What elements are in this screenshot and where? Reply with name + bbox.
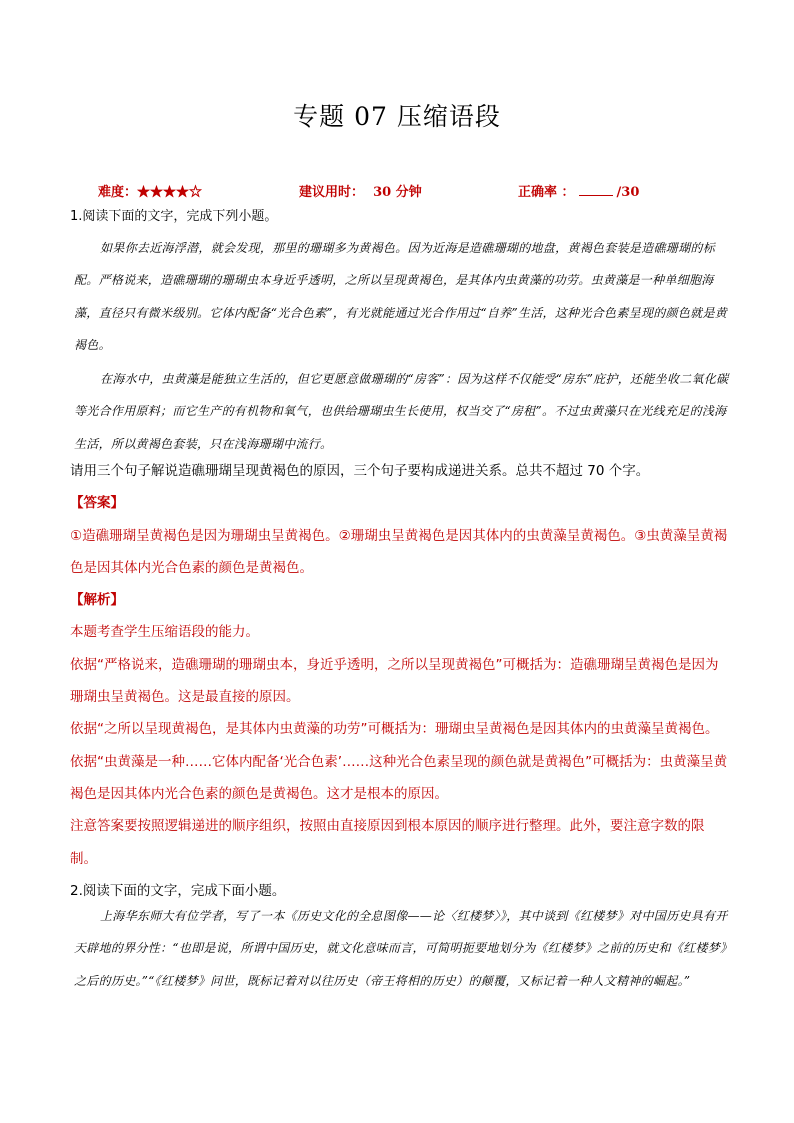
passage-paragraph: 在海水中，虫黄藻是能独立生活的，但它更愿意做珊瑚的“房客”：因为这样不仅能受“房东”庇护，还能坐收二氧化碳等光合作用原料；而它生产的有机物和氧气，也供给珊瑚虫生长使用，权当交了“房租”。不过虫黄藻只在光线充足的浅海生活，所以黄褐色套装，只在浅海珊瑚中流行。 (74, 372, 729, 451)
analysis-line: 依据“虫黄藻是一种……它体内配备‘光合色素’……这种光合色素呈现的颜色就是黄褐色”可概括为：虫黄藻呈黄褐色是因其体内光合色素的颜色是黄褐色。这才是根本的原因。 (70, 753, 728, 802)
answer-text: ①造礁珊瑚呈黄褐色是因为珊瑚虫呈黄褐色。②珊瑚虫呈黄褐色是因其体内的虫黄藻呈黄褐色。③虫黄藻呈黄褐色是因其体内光合色素的颜色是黄褐色。 (70, 527, 728, 576)
analysis-label: 【解析】 (70, 592, 124, 609)
question-2-heading: 2.阅读下面的文字，完成下面小题。 (70, 882, 286, 899)
accuracy-label: 正确率 ： (518, 185, 575, 200)
difficulty-label: 难度： (98, 185, 138, 200)
accuracy-blank (579, 183, 613, 196)
question-prompt: 请用三个句子解说造礁珊瑚呈现黄褐色的原因，三个句子要构成递进关系。总共不超过 70 个字。 (70, 463, 650, 479)
accuracy-value: /30 (616, 185, 640, 200)
answer-label: 【答案】 (70, 495, 124, 512)
accuracy-info (518, 181, 639, 200)
difficulty-info (98, 181, 202, 200)
analysis-line: 依据“之所以呈现黄褐色，是其体内虫黄藻的功劳”可概括为：珊瑚虫呈黄褐色是因其体内的虫黄藻呈黄褐色。 (70, 721, 719, 738)
time-value: 30 分钟 (373, 185, 422, 200)
passage-paragraph: 上海华东师大有位学者，写了一本《历史文化的全息图像——论〈红楼梦〉》，其中谈到《红楼梦》对中国历史具有开天辟地的界分性：“也即是说，所谓中国历史，就文化意味而言，可简明扼要地划分为《红楼梦》之前的历史和《红楼梦》之后的历史。”“《红楼梦》问世，既标记着对以往历史（帝王将相的历史）的颠覆，又标记着一种人文精神的崛起。” (74, 909, 733, 988)
analysis-line: 注意答案要按照逻辑递进的顺序组织，按照由直接原因到根本原因的顺序进行整理。此外，要注意字数的限制。 (70, 818, 705, 867)
question-1-heading: 1.阅读下面的文字，完成下列小题。 (70, 209, 278, 224)
page-title: 专题 07 压缩语段 (293, 102, 501, 131)
question-1-passage (74, 232, 734, 460)
question-1-body (70, 455, 730, 907)
analysis-line: 依据“严格说来，造礁珊瑚的珊瑚虫本，身近乎透明，之所以呈现黄褐色”可概括为：造礁珊瑚呈黄褐色是因为珊瑚虫呈黄褐色。这是最直接的原因。 (70, 656, 719, 706)
time-info (299, 181, 422, 200)
passage-paragraph: 如果你去近海浮潜，就会发现，那里的珊瑚多为黄褐色。因为近海是造礁珊瑚的地盘，黄褐色套装是造礁珊瑚的标配。严格说来，造礁珊瑚的珊瑚虫本身近乎透明，之所以呈现黄褐色，是其体内虫黄藻的功劳。虫黄藻是一种单细胞海藻，直径只有微米级别。它体内配备“光合色素”，有光就能通过光合作用过“自养”生活，这种光合色素呈现的颜色就是黄褐色。 (74, 241, 728, 352)
analysis-line: 本题考查学生压缩语段的能力。 (70, 624, 259, 641)
difficulty-stars: ★★★★☆ (137, 185, 203, 200)
question-2-passage (74, 900, 734, 997)
time-label: 建议用时： (299, 185, 365, 200)
